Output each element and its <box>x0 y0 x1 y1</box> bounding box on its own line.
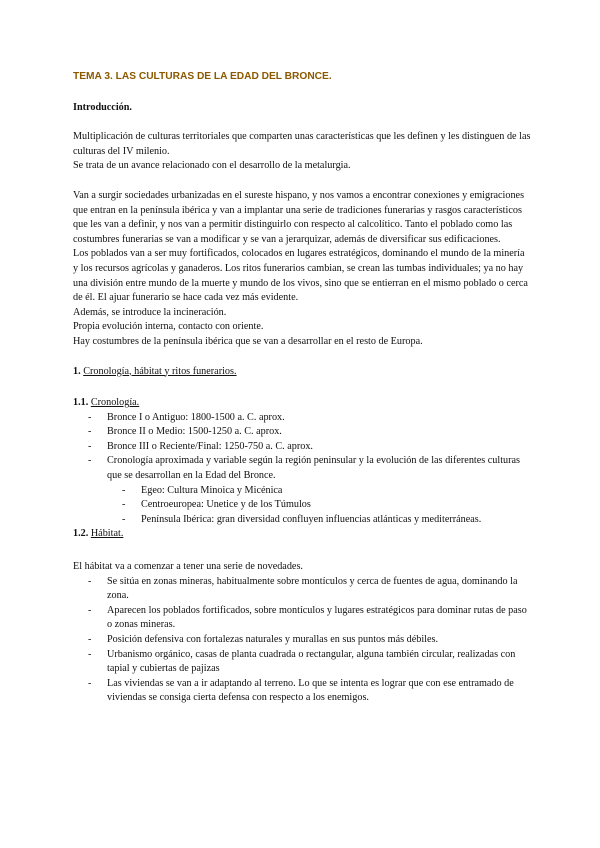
habitat-intro: El hábitat va a comenzar a tener una serie de novedades. <box>73 561 303 573</box>
intro-paragraph: Van a surgir sociedades urbanizadas en el sureste hispano, y nos vamos a encontrar conexiones y emigraciones que entran en la península ibérica y van a implantar una serie de tradiciones funerarias y rasgos característicos que les van a definir, y nos van a permitir distinguirlo con respecto al calcolítico. Tanto el poblado como las costumbres funerarias se van a modificar y se van a jerarquizar, además de diversificar sus edificaciones. <box>73 189 525 245</box>
section-title: Cronología, hábitat y ritos funerarios. <box>83 365 237 377</box>
chronology-list <box>73 411 532 528</box>
list-item: - Urbanismo orgánico, casas de planta cuadrada o rectangular, alguna también circular, realizadas con tapial y cubiertas de pajizas <box>88 648 532 677</box>
document-title: TEMA 3. LAS CULTURAS DE LA EDAD DEL BRONCE. <box>73 71 332 82</box>
chronology-sublist <box>107 484 532 528</box>
section-1-2-heading <box>73 527 532 542</box>
intro-paragraph: Propia evolución interna, contacto con oriente. <box>73 321 264 333</box>
sublist-item: - Península Ibérica: gran diversidad confluyen influencias atlánticas y mediterráneas. <box>122 513 532 528</box>
list-item: - Posición defensiva con fortalezas naturales y murallas en sus puntos más débiles. <box>88 633 532 648</box>
section-1-1-heading <box>73 396 532 411</box>
intro-paragraph: Se trata de un avance relacionado con el desarrollo de la metalurgia. <box>73 160 351 172</box>
list-item: - Aparecen los poblados fortificados, sobre montículos y lugares estratégicos para dominar rutas de paso o zonas mineras. <box>88 604 532 633</box>
section-title: Cronología. <box>90 397 140 409</box>
list-item: - Las viviendas se van a ir adaptando al terreno. Lo que se intenta es lograr que con ese entramado de viviendas se consiga cierta defensa con respecto a los enemigos. <box>88 677 532 706</box>
sublist-item: - Egeo: Cultura Minoica y Micénica <box>122 484 532 499</box>
section-number: 1. <box>73 365 81 377</box>
sublist-item: - Centroeuropea: Unetice y de los Túmulos <box>122 498 532 513</box>
list-item-text: Cronología aproximada y variable según la región peninsular y la evolución de las diferentes culturas que se desarrollan en la Edad del Bronce. <box>107 455 521 482</box>
section-number: 1.2. <box>73 528 89 540</box>
list-item: - Bronce III o Reciente/Final: 1250-750 a. C. aprox. <box>88 440 532 455</box>
section-title: Hábitat. <box>90 528 124 540</box>
intro-paragraph: Hay costumbres de la península ibérica que se van a desarrollar en el resto de Europa. <box>73 335 423 347</box>
list-item: - Se sitúa en zonas mineras, habitualmente sobre montículos y cerca de fuentes de agua, dominando la zona. <box>88 575 532 604</box>
list-item: - Bronce I o Antiguo: 1800-1500 a. C. aprox. <box>88 411 532 426</box>
intro-heading: Introducción. <box>73 101 132 113</box>
list-item: - Bronce II o Medio: 1500-1250 a. C. aprox. <box>88 425 532 440</box>
section-1-heading <box>73 365 532 380</box>
intro-paragraph: Multiplicación de culturas territoriales que comparten unas características que les definen y les distinguen de las culturas del IV milenio. <box>73 131 531 157</box>
list-item <box>88 454 532 527</box>
habitat-list <box>73 575 532 706</box>
intro-paragraph: Los poblados van a ser muy fortificados, colocados en lugares estratégicos, dominando el mundo de la minería y los recursos agrícolas y ganaderos. Los ritos funerarios cambian, se crean las tumbas individuales; ya no hay una división entre mundo de la muerte y mundo de los vivos, sino que se entierran en el mismo poblado o cerca de él. El ajuar funerario se hace cada vez más evidente. <box>73 248 528 304</box>
intro-paragraph: Además, se introduce la incineración. <box>73 306 227 318</box>
section-number: 1.1. <box>73 397 89 409</box>
